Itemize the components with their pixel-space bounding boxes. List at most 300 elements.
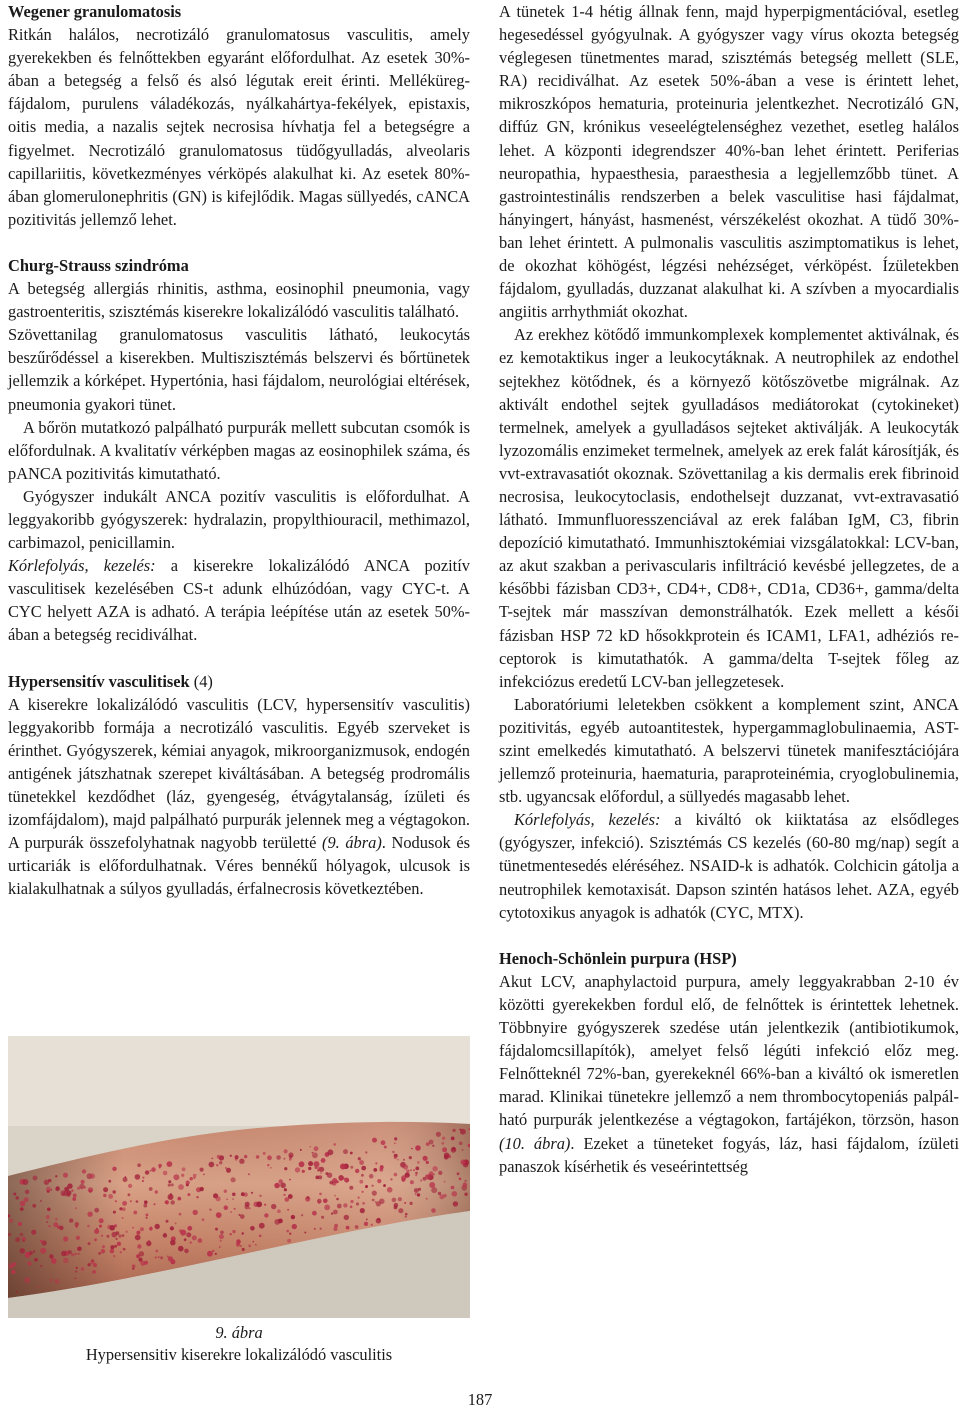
purpura-spot <box>171 1200 175 1204</box>
purpura-spot <box>312 1152 314 1154</box>
purpura-spot <box>140 1261 145 1266</box>
paragraph-churg-strauss-1: A betegség allergiás rhinitis, asthma, eosinophil pneumonia, vagy gastroenteritis, szisztémás kiserekre lokalizálódó vasculitis található. <box>8 279 470 322</box>
purpura-spot <box>16 1291 18 1293</box>
purpura-spot <box>168 1180 171 1183</box>
purpura-spot <box>375 1201 377 1203</box>
purpura-spot <box>355 1169 359 1173</box>
purpura-spot <box>343 1203 347 1207</box>
purpura-spot <box>346 1226 350 1230</box>
purpura-spot <box>255 1244 257 1246</box>
purpura-spot <box>332 1178 337 1183</box>
purpura-spot <box>53 1222 58 1227</box>
purpura-spot <box>149 1227 153 1231</box>
purpura-spot <box>398 1208 403 1213</box>
purpura-spot <box>299 1161 305 1167</box>
purpura-spot <box>284 1158 286 1160</box>
purpura-spot <box>328 1149 334 1155</box>
purpura-spot <box>451 1147 457 1153</box>
purpura-spot <box>465 1180 467 1182</box>
purpura-spot <box>431 1187 437 1193</box>
purpura-spot <box>73 1194 77 1198</box>
purpura-spot <box>193 1210 198 1215</box>
purpura-spot <box>219 1234 224 1239</box>
purpura-spot <box>242 1248 245 1251</box>
vasculitis-leg-photo <box>8 1036 470 1318</box>
purpura-spot <box>333 1143 336 1146</box>
purpura-spot <box>406 1175 409 1178</box>
purpura-spot <box>366 1218 368 1220</box>
purpura-spot <box>178 1246 184 1252</box>
purpura-spot <box>364 1222 368 1226</box>
purpura-spot <box>94 1229 99 1234</box>
purpura-spot <box>344 1178 349 1183</box>
purpura-spot <box>358 1197 360 1199</box>
purpura-spot <box>291 1215 295 1219</box>
purpura-spot <box>122 1217 124 1219</box>
purpura-spot <box>340 1164 346 1170</box>
purpura-spot <box>142 1180 144 1182</box>
paragraph-right-3: Laboratóriumi leletekben csökkent a komplement szint, ANCA pozitivitás, egyéb autoantitestek, hypergammaglobulinaemia, AST-szint emelkedés kimutatható. A belszervi tünetek manifesztációjára jellemző proteinuria, haematuria, paraproteinémia, cryoglobulinemia, stb. ugyancsak előfordul, a süllyedés magasabb lehet. <box>499 694 959 807</box>
purpura-spot <box>350 1206 353 1209</box>
purpura-spot <box>230 1211 232 1213</box>
purpura-spot <box>362 1202 365 1205</box>
purpura-spot <box>224 1205 229 1210</box>
purpura-spot <box>155 1256 157 1258</box>
purpura-spot <box>343 1149 348 1154</box>
purpura-spot <box>444 1181 446 1183</box>
purpura-spot <box>146 1214 149 1217</box>
purpura-spot <box>236 1242 240 1246</box>
purpura-spot <box>155 1190 158 1193</box>
purpura-spot <box>212 1250 214 1252</box>
purpura-spot <box>40 1200 42 1202</box>
purpura-spot <box>362 1191 364 1193</box>
purpura-spot <box>13 1193 16 1196</box>
section-title-wegener: Wegener granulomatosis <box>8 2 182 21</box>
purpura-spot <box>333 1210 338 1215</box>
purpura-spot <box>59 1226 64 1231</box>
purpura-spot <box>411 1148 413 1150</box>
purpura-spot <box>365 1151 367 1153</box>
purpura-spot <box>163 1233 167 1237</box>
purpura-spot <box>292 1224 297 1229</box>
purpura-spot <box>136 1231 140 1235</box>
purpura-spot <box>232 1193 236 1197</box>
purpura-spot <box>417 1161 420 1164</box>
purpura-spot <box>55 1218 58 1221</box>
purpura-spot <box>220 1231 224 1235</box>
purpura-spot <box>278 1219 283 1224</box>
purpura-spot <box>403 1164 408 1169</box>
purpura-spot <box>230 1233 232 1235</box>
purpura-spot <box>276 1155 281 1160</box>
purpura-spot <box>365 1185 368 1188</box>
purpura-spot <box>71 1253 74 1256</box>
purpura-spot <box>441 1142 444 1145</box>
purpura-spot <box>241 1192 245 1196</box>
purpura-spot <box>77 1187 80 1190</box>
purpura-spot <box>392 1151 394 1153</box>
purpura-spot <box>274 1183 280 1189</box>
purpura-spot <box>132 1227 134 1229</box>
purpura-spot <box>331 1212 333 1214</box>
purpura-spot <box>154 1203 156 1205</box>
purpura-spot <box>457 1172 460 1175</box>
purpura-spot <box>405 1216 407 1218</box>
purpura-spot <box>302 1170 305 1173</box>
purpura-spot <box>459 1178 462 1181</box>
purpura-spot <box>16 1196 19 1199</box>
purpura-spot <box>376 1218 381 1223</box>
purpura-spot <box>442 1147 447 1152</box>
purpura-spot <box>361 1174 364 1177</box>
purpura-spot <box>168 1194 174 1200</box>
purpura-spot <box>358 1157 361 1160</box>
purpura-spot <box>34 1258 38 1262</box>
purpura-spot <box>92 1270 96 1274</box>
purpura-spot <box>118 1235 121 1238</box>
purpura-spot <box>180 1230 186 1236</box>
purpura-spot <box>200 1168 204 1172</box>
section-title-hsp: Henoch-Schönlein purpura (HSP) <box>499 948 737 968</box>
purpura-spot <box>280 1183 286 1189</box>
purpura-spot <box>240 1214 245 1219</box>
purpura-spot <box>270 1167 272 1169</box>
purpura-spot <box>113 1190 116 1193</box>
purpura-spot <box>250 1226 255 1231</box>
purpura-spot <box>122 1234 125 1237</box>
purpura-spot <box>426 1198 428 1200</box>
purpura-spot <box>126 1231 128 1233</box>
purpura-spot <box>242 1232 244 1234</box>
purpura-spot <box>182 1167 186 1171</box>
purpura-spot <box>20 1248 25 1253</box>
purpura-spot <box>394 1156 397 1159</box>
purpura-spot <box>234 1208 236 1210</box>
purpura-spot <box>192 1235 197 1240</box>
purpura-spot <box>11 1270 15 1274</box>
purpura-spot <box>49 1254 53 1258</box>
purpura-spot <box>40 1240 43 1243</box>
paragraph-right-1: A tünetek 1-4 hétig állnak fenn, majd hyperpigmentációval, esetleg hegesedéssel gyógyulnak. A gyógyszer vagy vírus okozta betegség véglegesen tünetmentes marad, szisztémás betegség mellett (SLE, RA) recidiválhat. Az esetek 50%-ában a vese is érintett lehet, mikroszkópos hematuria, proteinuria jelentkezhet. Necrotizáló GN, diffúz GN, krónikus veseelégtelenséghez vezethet, esetleg halálos lehet. A központi idegrendszer 40%-ban lehet érintett. Periferias neuropathia, hypaesthesia, paraesthesia a legjellemzőbb tünet. A gastrointestinális rendszerben a belek vasculitise hasi fájdalmat, hányingert, hányást, hasmenést, vérszékelést okozhat. A tüdő 30%-ban lehet érintett. A pulmonalis vasculitis aszimptomatikus is lehet, de okozhat köhögést, légzési nehézséget, vérköpést. Ízületekben fájdalom, gyulladás, duzzanat alakulhat ki. A szívben a myocardialis angiitis arrhythmiát okozhat. <box>499 2 959 322</box>
figure-vasculitis-photo <box>8 1036 470 1318</box>
purpura-spot <box>301 1214 303 1216</box>
purpura-spot <box>336 1198 339 1201</box>
purpura-spot <box>74 1253 76 1255</box>
purpura-spot <box>394 1203 399 1208</box>
purpura-spot <box>165 1200 169 1204</box>
purpura-spot <box>321 1216 324 1219</box>
emphasis-label: Kórlefolyás, kezelés: <box>514 810 661 830</box>
paragraph-wegener: Ritkán halálos, necrotizáló granulomatosus vasculitis, amely gyerekekben és felnőttekben egyaránt előfordulhat. Az esetek 30%-ában a betegség a felső és alsó légutak ereit érinti. Melléküreg-fájdalom, purulens váladékozás, nyálkahártya-fekélyek, epistaxis, oitis media, a nazalis sejtek necrosisa hívhatja fel a betegségre a figyelmet. Necrotizáló granulomatosus tüdőgyulladás, alveolaris capillariitis, következményes vérköpés alakulhat ki. Az esetek 80%-ában glomerulonephritis (GN) is kifejlődik. Magas süllyedés, cANCA pozitivitás jellemző lehet. <box>8 25 470 229</box>
purpura-spot <box>167 1161 173 1167</box>
purpura-spot <box>344 1215 349 1220</box>
purpura-spot <box>406 1170 409 1173</box>
purpura-spot <box>103 1187 108 1192</box>
purpura-spot <box>46 1221 48 1223</box>
purpura-spot <box>87 1212 92 1217</box>
purpura-spot <box>397 1159 399 1161</box>
purpura-spot <box>178 1184 184 1190</box>
purpura-spot <box>122 1207 126 1211</box>
purpura-spot <box>415 1193 417 1195</box>
purpura-spot <box>20 1233 24 1237</box>
purpura-spot <box>325 1172 328 1175</box>
purpura-spot <box>196 1196 198 1198</box>
figure-reference: (9. ábra) <box>321 833 382 853</box>
purpura-spot <box>339 1178 342 1181</box>
purpura-spot <box>409 1156 412 1159</box>
section-title-hypersensitiv <box>8 670 470 693</box>
purpura-spot <box>240 1245 242 1247</box>
purpura-spot <box>251 1192 253 1194</box>
purpura-spot <box>286 1230 289 1233</box>
purpura-spot <box>75 1207 77 1209</box>
purpura-spot <box>61 1251 67 1257</box>
purpura-spot <box>108 1180 111 1183</box>
purpura-spot <box>372 1138 377 1143</box>
purpura-spot <box>337 1204 342 1209</box>
purpura-spot <box>361 1166 366 1171</box>
purpura-spot <box>146 1217 148 1219</box>
purpura-spot <box>317 1167 321 1171</box>
purpura-spot <box>149 1187 153 1191</box>
purpura-spot <box>103 1194 106 1197</box>
purpura-spot <box>436 1132 441 1137</box>
purpura-spot <box>379 1168 383 1172</box>
paragraph-text: . Ezeket a tüneteket fogyás, láz, hasi fájdalom, ízületi panaszok kísérhetik és veseérintettség <box>499 1133 959 1176</box>
purpura-spot <box>432 1145 434 1147</box>
paragraph-churg-strauss-2: Szövettanilag granulomatosus vasculitis látható, leukocytás beszűrődéssel a kiserekben. Multiszisztémás belszervi és bőrtünetek jellemzik a kórképet. Hypertónia, hasi fájdalom, neurológiai eltérések, pneumonia gyakori tünet. <box>8 325 470 414</box>
purpura-spot <box>295 1167 300 1172</box>
purpura-spot <box>48 1225 50 1227</box>
paragraph-text: a kiváltó ok kiiktatása az elsődleges (gyógyszer, infekció). Szisztémás CS kezelés (60-80 mg/nap) segít a tünetmentesedés eléréséhez. NSAID-k is adhatók. Colchicin gátolja a neutrophilek kemotaxisát. Dapson szintén hatásos lehet. AZA, egyéb cytotoxikus anyagok is adhatók (CYC, MTX). <box>499 810 959 922</box>
purpura-spot <box>76 1267 78 1269</box>
purpura-spot <box>426 1161 429 1164</box>
purpura-spot <box>167 1256 169 1258</box>
purpura-spot <box>371 1224 373 1226</box>
purpura-spot <box>81 1180 85 1184</box>
purpura-spot <box>116 1231 120 1235</box>
purpura-spot <box>319 1193 322 1196</box>
purpura-spot <box>232 1198 234 1200</box>
purpura-spot <box>372 1185 374 1187</box>
purpura-spot <box>88 1263 91 1266</box>
purpura-spot <box>93 1263 97 1267</box>
purpura-spot <box>123 1248 126 1251</box>
purpura-spot <box>379 1199 385 1205</box>
purpura-spot <box>413 1169 415 1171</box>
purpura-spot <box>158 1164 162 1168</box>
purpura-spot <box>405 1213 408 1216</box>
purpura-spot <box>117 1242 121 1246</box>
purpura-spot <box>373 1168 377 1172</box>
purpura-spot <box>116 1238 118 1240</box>
purpura-spot <box>414 1188 419 1193</box>
purpura-spot <box>46 1187 51 1192</box>
purpura-spot <box>128 1193 131 1196</box>
purpura-spot <box>187 1193 190 1196</box>
purpura-spot <box>151 1167 156 1172</box>
purpura-spot <box>71 1190 73 1192</box>
purpura-spot <box>415 1174 417 1176</box>
purpura-spot <box>423 1156 428 1161</box>
purpura-spot <box>158 1256 160 1258</box>
purpura-spot <box>29 1251 33 1255</box>
purpura-spot <box>410 1202 413 1205</box>
purpura-spot <box>356 1202 359 1205</box>
purpura-spot <box>107 1235 110 1238</box>
purpura-spot <box>170 1240 176 1246</box>
purpura-spot <box>226 1199 228 1201</box>
purpura-spot <box>122 1201 127 1206</box>
purpura-spot <box>426 1142 430 1146</box>
purpura-spot <box>74 1277 76 1279</box>
purpura-spot <box>377 1179 381 1183</box>
purpura-spot <box>219 1246 221 1248</box>
purpura-spot <box>442 1137 445 1140</box>
purpura-spot <box>267 1155 272 1160</box>
purpura-spot <box>264 1213 268 1217</box>
purpura-spot <box>464 1193 467 1196</box>
purpura-spot <box>287 1209 289 1211</box>
purpura-spot <box>171 1183 174 1186</box>
purpura-spot <box>190 1177 193 1180</box>
purpura-spot <box>288 1152 293 1157</box>
left-column <box>8 0 470 900</box>
purpura-spot <box>202 1218 205 1221</box>
purpura-spot <box>33 1232 35 1234</box>
purpura-spot <box>130 1200 132 1202</box>
purpura-spot <box>155 1224 160 1229</box>
purpura-spot <box>200 1187 204 1191</box>
purpura-spot <box>72 1197 76 1201</box>
purpura-spot <box>410 1180 414 1184</box>
purpura-spot <box>187 1226 192 1231</box>
purpura-spot <box>40 1248 46 1254</box>
purpura-spot <box>304 1232 306 1234</box>
purpura-spot <box>115 1200 117 1202</box>
purpura-spot <box>244 1155 247 1158</box>
purpura-spot <box>173 1174 179 1180</box>
purpura-spot <box>415 1145 421 1151</box>
purpura-spot <box>81 1267 85 1271</box>
purpura-spot <box>209 1162 215 1168</box>
purpura-spot <box>207 1251 213 1257</box>
purpura-spot <box>359 1180 363 1184</box>
purpura-spot <box>452 1191 458 1197</box>
purpura-spot <box>384 1146 387 1149</box>
figure-reference: (10. ábra) <box>499 1133 571 1153</box>
purpura-spot <box>76 1236 80 1240</box>
purpura-spot <box>114 1245 117 1248</box>
purpura-spot <box>230 1155 232 1157</box>
figure-caption <box>8 1322 470 1366</box>
purpura-spot <box>453 1201 458 1206</box>
purpura-spot <box>46 1215 50 1219</box>
purpura-spot <box>324 1205 330 1211</box>
purpura-spot <box>137 1163 141 1167</box>
purpura-spot <box>417 1193 420 1196</box>
paragraph-text: Akut LCV, anaphylactoid purpura, amely leggyakrabban 2-10 év közötti gyerekekben fordul elő, de felnőttek is érintettek lehetnek. Többnyire gyógyszerek szedése után jelentkezik (antibiotikumok, fájdalomcsillapítók), amelyet felső légúti infekció előz meg. Felnőtteknél 72%-ban, gyerekeknél 66%-ban a kiváltó ok ismeretlen marad. Klinikai tünetekre jellemző a nem thrombocytopeniás palpálható purpurák jelentkezése a végtagokon, fartájékon, törzsön, hason <box>499 971 959 1130</box>
purpura-spot <box>432 1166 437 1171</box>
purpura-spot <box>112 1167 116 1171</box>
purpura-spot <box>99 1218 104 1223</box>
purpura-spot <box>333 1227 337 1231</box>
paragraph-text: . Nodusok és urticariák is előfordulhatnak. Véres bennékű hólyagok, ulcusok is kialakulhatnak a súlyos gyulladás, érfalnecrosis következtében. <box>8 833 470 899</box>
purpura-spot <box>75 1225 78 1228</box>
purpura-spot <box>387 1187 393 1193</box>
purpura-spot <box>160 1256 163 1259</box>
purpura-spot <box>15 1237 20 1242</box>
purpura-spot <box>463 1182 468 1187</box>
purpura-spot <box>438 1192 441 1195</box>
purpura-spot <box>77 1247 82 1252</box>
purpura-spot <box>267 1164 269 1166</box>
purpura-spot <box>120 1251 122 1253</box>
purpura-spot <box>277 1209 281 1213</box>
purpura-spot <box>166 1220 169 1223</box>
purpura-spot <box>23 1240 25 1242</box>
purpura-spot <box>102 1245 105 1248</box>
purpura-spot <box>220 1240 222 1242</box>
purpura-spot <box>56 1186 60 1190</box>
purpura-spot <box>462 1149 464 1151</box>
purpura-spot <box>75 1270 77 1272</box>
purpura-spot <box>307 1196 310 1199</box>
paragraph-churg-strauss-4: Gyógyszer indukált ANCA pozitív vasculitis is előfordulhat. A leggyakoribb gyógyszerek: hydralazin, propylthiouracil, methimazol, carbimazol, penicillamin. <box>8 486 470 553</box>
purpura-spot <box>310 1146 312 1148</box>
purpura-spot <box>22 1179 28 1185</box>
paragraph-hsp <box>499 970 959 1178</box>
purpura-spot <box>119 1207 122 1210</box>
purpura-spot <box>55 1175 57 1177</box>
emphasis-label: Kórlefolyás, kezelés: <box>8 556 156 576</box>
purpura-spot <box>415 1172 418 1175</box>
purpura-spot <box>90 1173 95 1178</box>
purpura-spot <box>394 1143 396 1145</box>
purpura-spot <box>128 1184 132 1188</box>
purpura-spot <box>110 1249 115 1254</box>
purpura-spot <box>334 1224 338 1228</box>
purpura-spot <box>94 1238 97 1241</box>
purpura-spot <box>40 1265 42 1267</box>
purpura-spot <box>438 1171 442 1175</box>
purpura-spot <box>123 1177 128 1182</box>
section-title-churg-strauss: Churg-Strauss szindróma <box>8 255 189 275</box>
purpura-spot <box>216 1196 221 1201</box>
purpura-spot <box>101 1249 106 1254</box>
purpura-spot <box>203 1174 205 1176</box>
purpura-spot <box>224 1190 227 1193</box>
page-number: 187 <box>467 1390 493 1409</box>
purpura-spot <box>312 1211 317 1216</box>
purpura-spot <box>135 1235 141 1241</box>
purpura-spot <box>69 1218 73 1222</box>
purpura-spot <box>198 1238 203 1243</box>
purpura-spot <box>318 1201 320 1203</box>
purpura-spot <box>350 1200 353 1203</box>
purpura-spot <box>235 1155 239 1159</box>
purpura-spot <box>452 1129 455 1132</box>
purpura-spot <box>24 1277 30 1283</box>
purpura-spot <box>284 1167 287 1170</box>
paragraph-churg-strauss-5 <box>8 554 470 646</box>
purpura-spot <box>113 1211 116 1214</box>
purpura-spot <box>459 1142 463 1146</box>
purpura-spot <box>25 1190 30 1195</box>
purpura-spot <box>259 1195 261 1197</box>
